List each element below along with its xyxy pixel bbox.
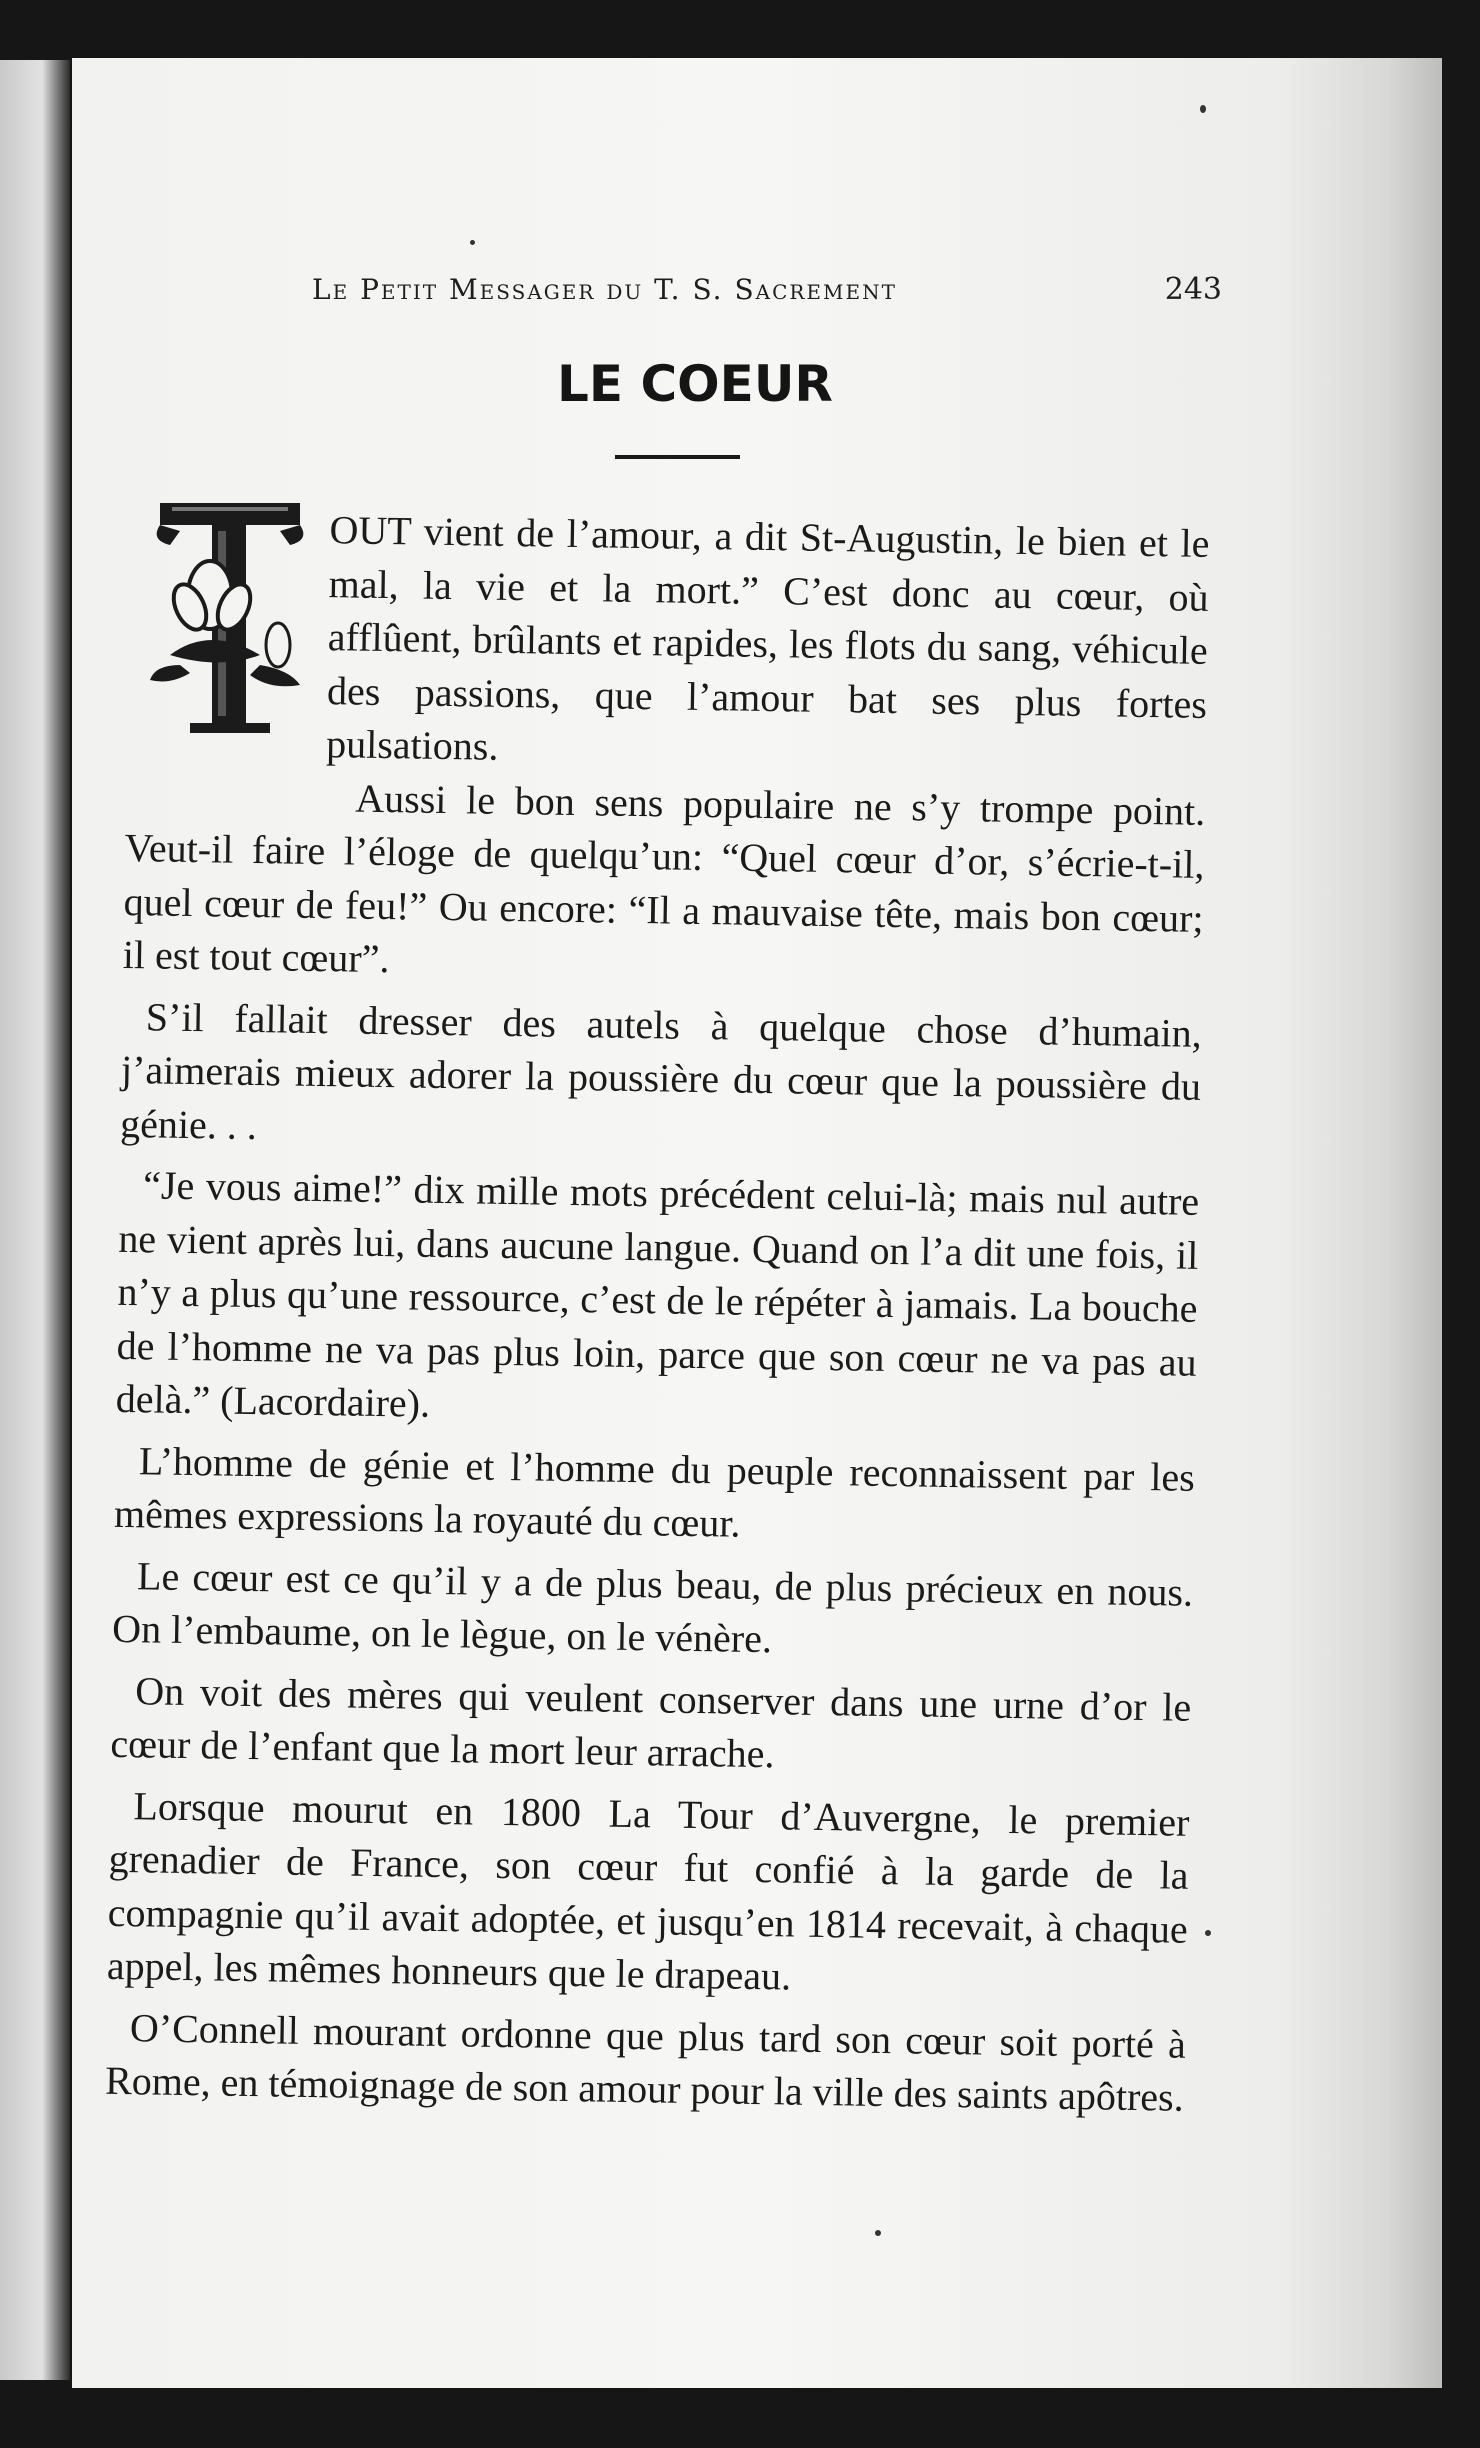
page-header	[312, 272, 1222, 307]
scan-speck	[470, 240, 475, 245]
article-body	[105, 500, 1210, 2132]
scan-speck	[875, 2230, 881, 2236]
paragraph-6: Le cœur est ce qu’il y a de plus beau, de plus précieux en nous. On l’embaume, on le lègue, on le vénère.	[111, 1552, 1194, 1662]
paragraph-5: L’homme de génie et l’homme du peuple reconnaissent par les mêmes expressions la royauté du cœur.	[113, 1437, 1196, 1546]
paragraph-9: O’Connell mourant ordonne que plus tard son cœur soit porté à Rome, en témoignage de son amour pour la ville des saints apôtres.	[104, 2004, 1187, 2120]
title-rule	[615, 455, 740, 459]
paragraph-7: On voit des mères qui veulent conserver dans une urne d’or le cœur de l’enfant que la mort leur arrache.	[110, 1667, 1192, 1777]
scan-speck	[1200, 105, 1206, 113]
paragraph-8: Lorsque mourut en 1800 La Tour d’Auvergne, le premier grenadier de France, son cœur fut confié à la garde de la compagnie qu’il avait adoptée, et jusqu’en 1814 recevait, à chaque appel, les mêmes honneurs que le drapeau.	[106, 1782, 1190, 1999]
running-head: Le Petit Messager du T. S. Sacrement	[312, 273, 897, 306]
scan-speck	[1205, 1930, 1211, 1936]
page-number: 243	[1164, 272, 1222, 307]
paragraph-3: S’il fallait dresser des autels à quelque chose d’humain, j’aimerais mieux adorer la poussière du cœur que la poussière du génie. . .	[119, 993, 1203, 1148]
paragraph-4: “Je vous aime!” dix mille mots précédent celui-là; mais nul autre ne vient après lui, dans aucune langue. Quand on l’a dit une fois, il n’y a plus qu’une ressource, c’est de le répéter à jamais. La bouche de l’homme ne va pas plus loin, parce que son cœur ne va pas au delà.” (Lacordaire).	[115, 1162, 1200, 1426]
article-title: LE COEUR	[557, 355, 833, 413]
paragraph-2: Aussi le bon sens populaire ne s’y trompe point. Veut-il faire l’éloge de quelqu’un: “Quel cœur d’or, s’écrie-t-il, quel cœur de feu!” Ou encore: “Il a mauvaise tête, mais bon cœur; il est tout cœur”.	[122, 775, 1206, 982]
paragraph-1: OUT vient de l’amour, a dit St-Augustin, le bien et le mal, la vie et la mort.” C’est donc au cœur, où afflûent, brûlants et rapides, les flots du sang, véhicule des passions, que l’amour bat ses plus fortes pulsations.	[325, 507, 1210, 769]
